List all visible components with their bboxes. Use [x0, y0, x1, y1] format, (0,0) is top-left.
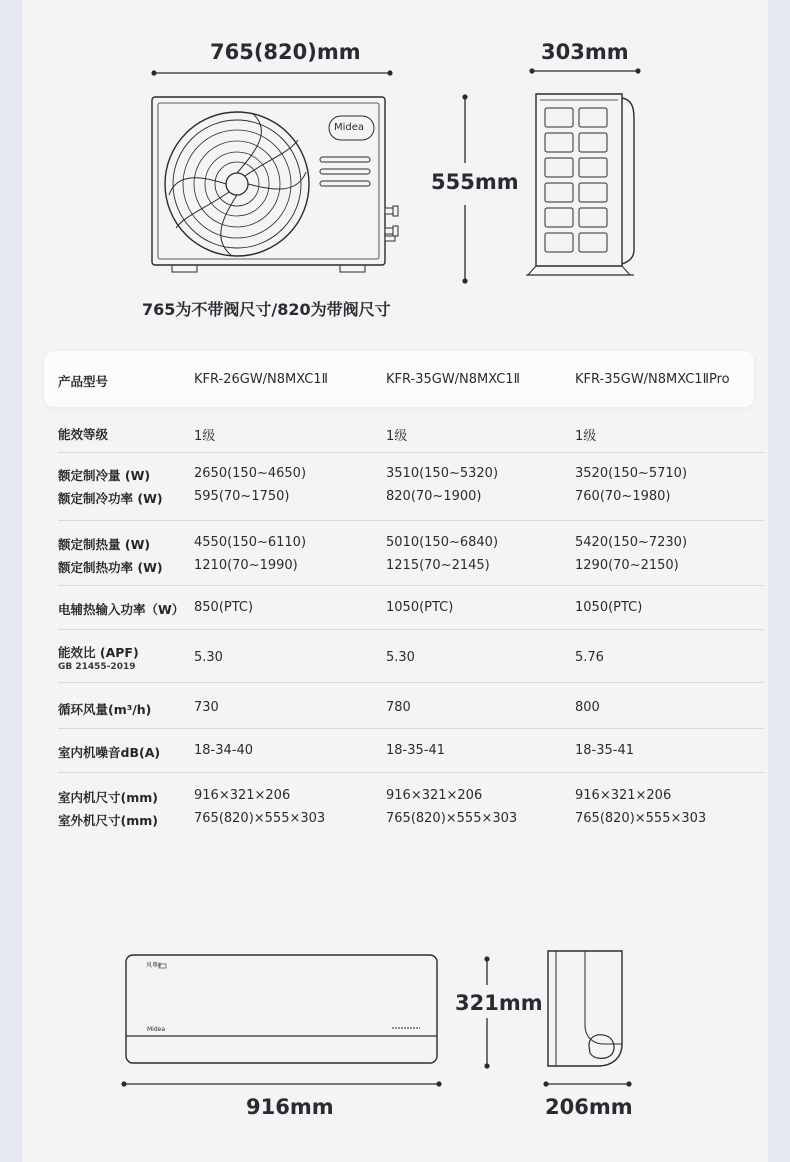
row-value: 18-34-40 [194, 743, 254, 758]
row-sublabel: GB 21455-2019 [58, 662, 136, 672]
row-value: 760(70~1980) [575, 489, 671, 504]
row-value: 1级 [194, 429, 216, 444]
row-value: 595(70~1750) [194, 489, 290, 504]
row-value: 1215(70~2145) [386, 558, 490, 573]
row-label: 能效比 (APF) [58, 645, 139, 660]
header-label: 产品型号 [58, 374, 109, 389]
row-label: 室内机噪音dB(A) [58, 745, 161, 760]
row-value: 18-35-41 [575, 743, 635, 758]
header-model-1: KFR-26GW/N8MXC1Ⅱ [194, 372, 328, 387]
row-value: 5.30 [386, 650, 415, 665]
header-model-3: KFR-35GW/N8MXC1ⅡPro [575, 372, 730, 387]
row-value: 3520(150~5710) [575, 466, 688, 481]
row-divider [58, 728, 764, 729]
row-value: 2650(150~4650) [194, 466, 307, 481]
row-label: 室内机尺寸(mm) [58, 790, 158, 805]
row-divider [58, 585, 764, 586]
row-label: 电辅热输入功率（W） [58, 602, 185, 617]
row-value: 5010(150~6840) [386, 535, 499, 550]
row-value: 3510(150~5320) [386, 466, 499, 481]
row-value: 18-35-41 [386, 743, 446, 758]
indoor-depth-dimension-line [22, 1070, 768, 1100]
indoor-badge-text: 风尊Ⅱ [146, 962, 161, 969]
row-label: 额定制热量 (W) [58, 537, 151, 552]
row-value: 800 [575, 700, 600, 715]
indoor-depth-label: 206mm [545, 1095, 633, 1119]
outdoor-brand-logo: Midea [334, 122, 365, 133]
outdoor-depth-label: 303mm [541, 40, 629, 64]
spec-page [22, 0, 768, 1162]
row-divider [58, 520, 764, 521]
row-value: 1050(PTC) [575, 600, 643, 615]
row-value: 4550(150~6110) [194, 535, 307, 550]
outdoor-caption: 765为不带阀尺寸/820为带阀尺寸 [142, 300, 391, 319]
row-value: 765(820)×555×303 [194, 811, 326, 826]
row-label: 额定制冷量 (W) [58, 468, 151, 483]
row-value: 916×321×206 [194, 788, 291, 803]
row-value: 765(820)×555×303 [386, 811, 518, 826]
row-label: 额定制冷功率 (W) [58, 491, 163, 506]
row-value: 780 [386, 700, 411, 715]
row-label: 额定制热功率 (W) [58, 560, 163, 575]
row-divider [58, 682, 764, 683]
row-label: 循环风量(m³/h) [58, 702, 152, 717]
row-value: 1级 [575, 429, 597, 444]
row-divider [58, 629, 764, 630]
row-value: 916×321×206 [575, 788, 672, 803]
row-value: 820(70~1900) [386, 489, 482, 504]
row-value: 850(PTC) [194, 600, 254, 615]
row-divider [58, 772, 764, 773]
outdoor-width-label: 765(820)mm [210, 40, 361, 64]
outdoor-height-label: 555mm [431, 170, 519, 194]
table-header-row [44, 351, 754, 407]
row-value: 5420(150~7230) [575, 535, 688, 550]
row-label: 能效等级 [58, 427, 109, 442]
row-value: 1290(70~2150) [575, 558, 679, 573]
row-value: 765(820)×555×303 [575, 811, 707, 826]
row-value: 5.30 [194, 650, 223, 665]
row-label: 室外机尺寸(mm) [58, 813, 158, 828]
row-divider [58, 452, 764, 453]
row-value: 1050(PTC) [386, 600, 454, 615]
indoor-height-label: 321mm [455, 991, 543, 1015]
row-value: 5.76 [575, 650, 604, 665]
row-value: 916×321×206 [386, 788, 483, 803]
indoor-brand-logo: Midea [147, 1026, 166, 1033]
indoor-unit-side-drawing [22, 940, 768, 1080]
outdoor-unit-side-drawing [22, 0, 768, 340]
indoor-width-label: 916mm [246, 1095, 334, 1119]
row-value: 1级 [386, 429, 408, 444]
row-value: 730 [194, 700, 219, 715]
header-model-2: KFR-35GW/N8MXC1Ⅱ [386, 372, 520, 387]
row-value: 1210(70~1990) [194, 558, 298, 573]
